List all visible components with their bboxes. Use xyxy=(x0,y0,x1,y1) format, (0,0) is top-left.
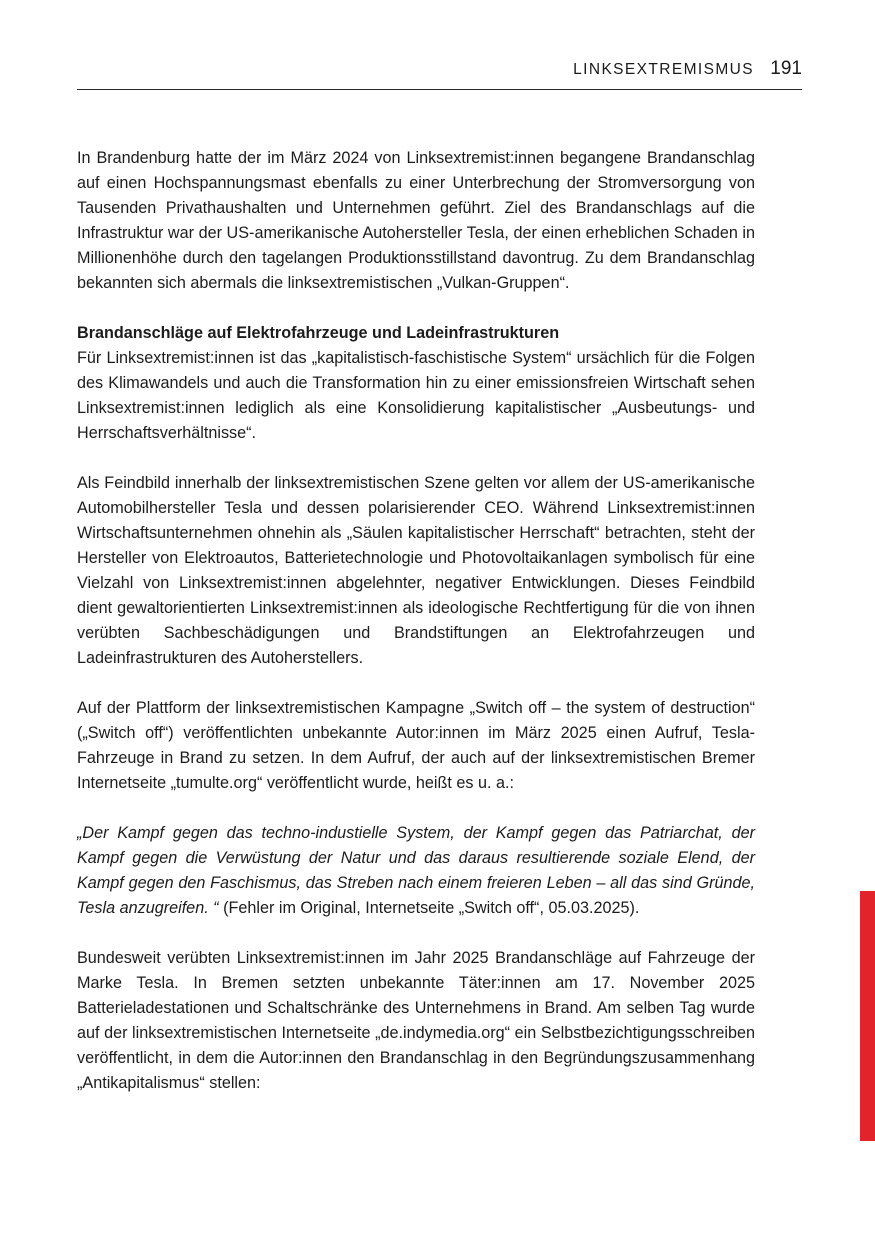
paragraph-brandenburg: In Brandenburg hatte der im März 2024 von Linksextremist:innen begangene Brandanschlag auf einen Hochspannungsmast ebenfalls zu einer Unterbrechung der Stromversorgung von Tausenden Privathaushalten und Unternehmen geführt. Ziel des Brandanschlags auf die Infrastruktur war der US-amerikanische Autohersteller Tesla, der einen erheblichen Schaden in Millionenhöhe durch den tagelangen Produktionsstillstand davontrug. Zu dem Brandanschlag bekannten sich abermals die linksextremistischen „Vulkan-Gruppen“. xyxy=(77,149,755,292)
section-heading: Brandanschläge auf Elektrofahrzeuge und Ladeinfrastrukturen xyxy=(77,324,560,342)
quote-source: (Fehler im Original, Internetseite „Switch off“, 05.03.2025). xyxy=(218,899,640,917)
main-content xyxy=(77,146,755,1121)
chapter-marker-tab xyxy=(860,891,875,1141)
paragraph-feindbild: Als Feindbild innerhalb der linksextremistischen Szene gelten vor allem der US-amerikanische Automobilhersteller Tesla und dessen polarisierender CEO. Während Linksextremist:innen Wirtschaftsunternehmen ohnehin als „Säulen kapitalistischer Herrschaft“ betrachten, steht der Hersteller von Elektroautos, Batterietechnologie und Photovoltaikanlagen symbolisch für eine Vielzahl von Linksextremist:innen abgelehnter, negativer Entwicklungen. Dieses Feindbild dient gewaltorientierten Linksextremist:innen als ideologische Rechtfertigung für die von ihnen verübten Sachbeschädigungen und Brandstiftungen an Elektrofahrzeugen und Ladeinfrastrukturen des Autoherstellers. xyxy=(77,474,755,667)
quote-text: „Der Kampf gegen das techno-industielle System, der Kampf gegen das Patriarchat, der Kampf gegen die Verwüstung der Natur und das daraus resultierende soziale Elend, der Kampf gegen den Faschismus, das Streben nach einem freieren Leben – all das sind Gründe, Tesla anzugreifen. “ xyxy=(77,824,755,917)
paragraph-switch-off: Auf der Plattform der linksextremistischen Kampagne „Switch off – the system of destruction“ („Switch off“) veröffentlichten unbekannte Autor:innen im März 2025 einen Aufruf, Tesla-Fahrzeuge in Brand zu setzen. In dem Aufruf, der auch auf der linksextremistischen Bremer Internetseite „tumulte.org“ veröffentlicht wurde, heißt es u. a.: xyxy=(77,699,755,792)
paragraph-bremen: Bundesweit verübten Linksextremist:innen im Jahr 2025 Brandanschläge auf Fahrzeuge der Marke Tesla. In Bremen setzten unbekannte Täter:innen am 17. November 2025 Batterieladestationen und Schaltschränke des Unternehmens in Brand. Am selben Tag wurde auf der linksextremistischen Internetseite „de.indymedia.org“ ein Selbstbezichtigungsschreiben veröffentlicht, in dem die Autor:innen den Brandanschlag in den Begründungszusammenhang „Antikapitalismus“ stellen: xyxy=(77,949,755,1092)
running-header xyxy=(77,56,802,90)
block-quote xyxy=(77,821,755,921)
paragraph-system: Für Linksextremist:innen ist das „kapitalistisch-faschistische System“ ursächlich für die Folgen des Klimawandels und auch die Transformation hin zu einer emissionsfreien Wirtschaft sehen Linksextremist:innen lediglich als eine Konsolidierung kapitalistischer „Ausbeutungs- und Herrschaftsverhältnisse“. xyxy=(77,349,755,442)
section-title: LINKSEXTREMISMUS xyxy=(573,61,754,78)
page-number: 191 xyxy=(770,58,802,79)
